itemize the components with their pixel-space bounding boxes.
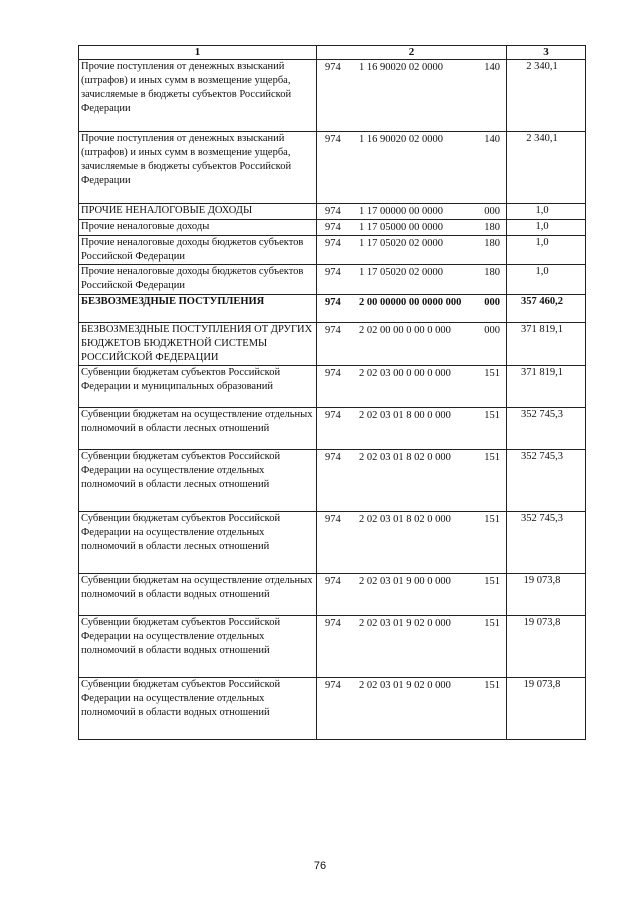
table-row — [79, 408, 586, 450]
header-col-1: 1 — [79, 46, 317, 60]
row-kosgu-code: 151 — [484, 618, 500, 629]
row-code-cell — [317, 236, 507, 265]
row-name: БЕЗВОЗМЕЗДНЫЕ ПОСТУПЛЕНИЯ ОТ ДРУГИХ БЮДЖЕТОВ БЮДЖЕТНОЙ СИСТЕМЫ РОССИЙСКОЙ ФЕДЕРАЦИИ — [79, 323, 317, 366]
row-kosgu-code: 180 — [484, 238, 500, 249]
row-amount: 352 745,3 — [507, 408, 586, 450]
row-kosgu-code: 000 — [484, 297, 500, 308]
row-admin-code: 974 — [325, 368, 341, 379]
table-row — [79, 323, 586, 366]
row-name: Прочие неналоговые доходы бюджетов субъектов Российской Федерации — [79, 265, 317, 295]
row-name: БЕЗВОЗМЕЗДНЫЕ ПОСТУПЛЕНИЯ — [79, 295, 317, 323]
revenue-table — [78, 45, 586, 740]
row-kosgu-code: 151 — [484, 368, 500, 379]
row-kosgu-code: 151 — [484, 680, 500, 691]
table-row — [79, 678, 586, 740]
row-name: Субвенции бюджетам на осуществление отдельных полномочий в области водных отношений — [79, 574, 317, 616]
row-kosgu-code: 151 — [484, 410, 500, 421]
row-budget-code: 1 17 05020 02 0000 — [359, 267, 443, 278]
table-row — [79, 512, 586, 574]
row-budget-code: 2 02 03 01 9 00 0 000 — [359, 576, 451, 587]
row-code-cell — [317, 132, 507, 204]
header-col-3: 3 — [507, 46, 586, 60]
header-col-2: 2 — [317, 46, 507, 60]
table-row — [79, 265, 586, 295]
table-body — [79, 60, 586, 740]
table-row — [79, 60, 586, 132]
row-kosgu-code: 180 — [484, 222, 500, 233]
row-budget-code: 2 02 03 01 9 02 0 000 — [359, 618, 451, 629]
row-admin-code: 974 — [325, 325, 341, 336]
row-amount: 1,0 — [507, 265, 586, 295]
row-code-cell — [317, 295, 507, 323]
row-name: Субвенции бюджетам субъектов Российской Федерации на осуществление отдельных полномочий в области лесных отношений — [79, 512, 317, 574]
table-row — [79, 132, 586, 204]
row-kosgu-code: 000 — [484, 325, 500, 336]
row-code-cell — [317, 265, 507, 295]
row-kosgu-code: 151 — [484, 576, 500, 587]
row-amount: 2 340,1 — [507, 132, 586, 204]
row-admin-code: 974 — [325, 410, 341, 421]
row-amount: 371 819,1 — [507, 366, 586, 408]
row-amount: 357 460,2 — [507, 295, 586, 323]
row-amount: 1,0 — [507, 236, 586, 265]
table-row — [79, 236, 586, 265]
row-code-cell — [317, 574, 507, 616]
row-name: Прочие неналоговые доходы бюджетов субъектов Российской Федерации — [79, 236, 317, 265]
row-amount: 19 073,8 — [507, 678, 586, 740]
row-name: Субвенции бюджетам субъектов Российской Федерации и муниципальных образований — [79, 366, 317, 408]
row-admin-code: 974 — [325, 62, 341, 73]
row-code-cell — [317, 450, 507, 512]
table-row — [79, 220, 586, 236]
row-code-cell — [317, 204, 507, 220]
row-code-cell — [317, 616, 507, 678]
row-admin-code: 974 — [325, 134, 341, 145]
row-admin-code: 974 — [325, 680, 341, 691]
row-name: Субвенции бюджетам на осуществление отдельных полномочий в области лесных отношений — [79, 408, 317, 450]
row-admin-code: 974 — [325, 576, 341, 587]
row-admin-code: 974 — [325, 222, 341, 233]
row-code-cell — [317, 366, 507, 408]
row-budget-code: 2 02 03 01 9 02 0 000 — [359, 680, 451, 691]
row-amount: 352 745,3 — [507, 512, 586, 574]
row-admin-code: 974 — [325, 452, 341, 463]
row-amount: 19 073,8 — [507, 616, 586, 678]
row-name: Субвенции бюджетам субъектов Российской Федерации на осуществление отдельных полномочий в области лесных отношений — [79, 450, 317, 512]
row-amount: 19 073,8 — [507, 574, 586, 616]
row-kosgu-code: 151 — [484, 452, 500, 463]
table-row — [79, 204, 586, 220]
table-row — [79, 574, 586, 616]
page-number: 76 — [313, 860, 327, 872]
row-amount: 2 340,1 — [507, 60, 586, 132]
header-row — [79, 46, 586, 60]
row-admin-code: 974 — [325, 618, 341, 629]
row-admin-code: 974 — [325, 206, 341, 217]
row-kosgu-code: 151 — [484, 514, 500, 525]
row-kosgu-code: 000 — [484, 206, 500, 217]
row-name: Субвенции бюджетам субъектов Российской Федерации на осуществление отдельных полномочий в области водных отношений — [79, 616, 317, 678]
row-amount: 1,0 — [507, 220, 586, 236]
row-amount: 1,0 — [507, 204, 586, 220]
row-admin-code: 974 — [325, 238, 341, 249]
row-code-cell — [317, 220, 507, 236]
row-budget-code: 1 17 05000 00 0000 — [359, 222, 443, 233]
row-kosgu-code: 140 — [484, 134, 500, 145]
row-budget-code: 1 16 90020 02 0000 — [359, 62, 443, 73]
row-admin-code: 974 — [325, 514, 341, 525]
row-name: Прочие поступления от денежных взысканий (штрафов) и иных сумм в возмещение ущерба, зачисляемые в бюджеты субъектов Российской Федерации — [79, 132, 317, 204]
row-kosgu-code: 140 — [484, 62, 500, 73]
row-name: Прочие поступления от денежных взысканий (штрафов) и иных сумм в возмещение ущерба, зачисляемые в бюджеты субъектов Российской Федерации — [79, 60, 317, 132]
row-code-cell — [317, 408, 507, 450]
table-row — [79, 616, 586, 678]
row-budget-code: 2 02 00 00 0 00 0 000 — [359, 325, 451, 336]
row-amount: 352 745,3 — [507, 450, 586, 512]
row-code-cell — [317, 678, 507, 740]
row-budget-code: 1 17 00000 00 0000 — [359, 206, 443, 217]
row-budget-code: 2 02 03 00 0 00 0 000 — [359, 368, 451, 379]
row-name: ПРОЧИЕ НЕНАЛОГОВЫЕ ДОХОДЫ — [79, 204, 317, 220]
table-row — [79, 366, 586, 408]
row-name: Субвенции бюджетам субъектов Российской Федерации на осуществление отдельных полномочий в области водных отношений — [79, 678, 317, 740]
row-budget-code: 2 02 03 01 8 02 0 000 — [359, 452, 451, 463]
row-budget-code: 2 02 03 01 8 00 0 000 — [359, 410, 451, 421]
row-budget-code: 2 00 00000 00 0000 000 — [359, 297, 462, 308]
row-code-cell — [317, 512, 507, 574]
row-name: Прочие неналоговые доходы — [79, 220, 317, 236]
row-code-cell — [317, 60, 507, 132]
table-row — [79, 450, 586, 512]
row-admin-code: 974 — [325, 267, 341, 278]
row-kosgu-code: 180 — [484, 267, 500, 278]
row-budget-code: 1 16 90020 02 0000 — [359, 134, 443, 145]
table-row — [79, 295, 586, 323]
row-budget-code: 1 17 05020 02 0000 — [359, 238, 443, 249]
row-budget-code: 2 02 03 01 8 02 0 000 — [359, 514, 451, 525]
row-admin-code: 974 — [325, 297, 341, 308]
row-amount: 371 819,1 — [507, 323, 586, 366]
row-code-cell — [317, 323, 507, 366]
